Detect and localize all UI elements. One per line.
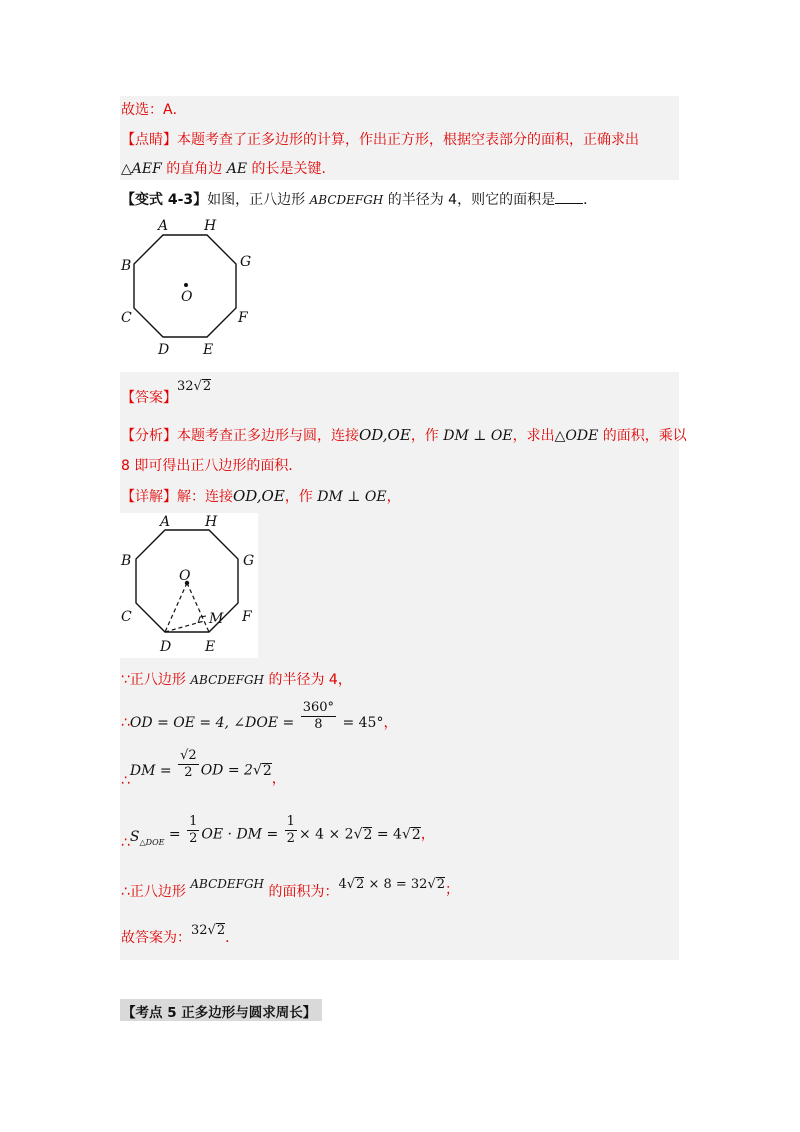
label-c-2: C xyxy=(121,609,132,625)
analysis-dm-oe: DM ⊥ OE xyxy=(443,428,513,444)
step-4-eq: = xyxy=(164,826,186,843)
detail-dm-oe: DM ⊥ OE xyxy=(317,489,387,505)
octagon-figure xyxy=(118,214,268,359)
label-m: M xyxy=(209,611,224,627)
triangle-symbol: △ xyxy=(121,161,132,177)
analysis-od-oe: OD,OE xyxy=(359,426,411,444)
step-1-text-a: ∵正八边形 xyxy=(121,672,191,688)
key-point-line2 xyxy=(121,159,336,179)
analysis-line xyxy=(121,425,687,446)
step-4-radicand: 2 xyxy=(363,826,373,843)
answer-tag: 【答案】 xyxy=(121,390,177,406)
step-4-comma: ， xyxy=(420,826,435,843)
label-b: B xyxy=(121,258,132,274)
analysis-text-d: 的面积，乘以 xyxy=(598,428,687,444)
label-g: G xyxy=(240,254,252,270)
step-2-fraction: $\frac{360^\circ}{8}$ xyxy=(302,700,335,732)
label-h: H xyxy=(204,218,217,234)
variant-tag: 【变式 4-3】 xyxy=(121,192,208,208)
analysis-text-c: ，求出 xyxy=(512,428,555,444)
answer-blank xyxy=(555,191,583,204)
key-point-line xyxy=(121,130,639,150)
analysis-line2: 8 即可得出正八边形的面积． xyxy=(121,458,303,474)
step-4: $\therefore S_{\triangle DOE}$ = $\frac{1}{2}$ OE · DM = $\frac{1}{2}$ × 4 × 2√2 = 4√2， xyxy=(121,814,435,851)
label-h-2: H xyxy=(205,514,218,530)
detail-line xyxy=(121,486,401,507)
step-5 xyxy=(121,876,459,906)
detail-tag: 【详解】 xyxy=(121,489,177,505)
triangle-aef: AEF xyxy=(131,161,162,177)
step-4-half-fraction: $\frac{1}{2}$ xyxy=(189,814,198,846)
section-title: 【考点 5 正多边形与圆求周长】 xyxy=(122,1005,317,1021)
label-o: O xyxy=(181,289,193,305)
center-point xyxy=(184,283,188,287)
label-o-2: O xyxy=(179,568,191,584)
variant-text-c: ． xyxy=(583,192,598,208)
step-1-text-b: 的半径为 4， xyxy=(264,672,352,688)
label-a: A xyxy=(158,218,169,234)
label-f: F xyxy=(238,310,248,326)
step-3-radicand: 2 xyxy=(262,762,272,779)
step-3-fraction: $\frac{√2}{2}$ xyxy=(180,748,197,780)
step-4-area-subscript: △DOE xyxy=(139,837,165,847)
step-1-name: ABCDEFGH xyxy=(190,673,265,687)
side-ae: AE xyxy=(226,161,248,177)
step-6 xyxy=(121,922,239,952)
step-5-text-a: ∴正八边形 xyxy=(121,884,191,900)
step-6-period: ． xyxy=(225,930,240,946)
therefore-2: ∴ xyxy=(121,772,130,789)
therefore-1: ∴ xyxy=(121,714,130,731)
label-d: D xyxy=(158,342,170,358)
octagon-detail-figure xyxy=(120,513,258,658)
step-6-value: 32√2 xyxy=(191,923,226,938)
analysis-text-a: 本题考查正多边形与圆，连接 xyxy=(177,428,359,444)
step-4-half-fraction-2: $\frac{1}{2}$ xyxy=(286,814,295,846)
label-d-2: D xyxy=(160,639,172,655)
label-f-2: F xyxy=(242,609,252,625)
step-5-name: ABCDEFGH xyxy=(190,877,265,891)
detail-text-b: ，作 xyxy=(284,489,318,505)
label-e: E xyxy=(203,342,214,358)
key-point-text: 本题考查了正多边形的计算，作出正方形，根据空表部分的面积，正确求出 xyxy=(177,132,639,148)
analysis-triangle: △ODE xyxy=(554,428,599,444)
segment-oe xyxy=(187,583,209,632)
octagon-name: ABCDEFGH xyxy=(309,193,384,207)
step-2 xyxy=(121,700,397,740)
answer-value: 32√2 xyxy=(177,379,212,394)
key-point-tag: 【点睛】 xyxy=(121,132,177,148)
step-5-expr: 4√2 × 8 = 32√2 xyxy=(338,877,446,892)
step-5-text-b: 的面积为： xyxy=(264,884,339,900)
label-c: C xyxy=(121,310,132,326)
step-3: ∴DM = $\frac{√2}{2}$ OD = 2√2， xyxy=(121,748,286,789)
segment-od xyxy=(165,583,187,632)
step-3-comma: ， xyxy=(271,770,286,787)
analysis-text-b: ，作 xyxy=(410,428,444,444)
key-point-text2: 的直角边 xyxy=(161,161,227,177)
label-a-2: A xyxy=(160,514,171,530)
variant-question xyxy=(121,190,597,210)
label-e-2: E xyxy=(205,639,216,655)
step-6-text-a: 故答案为： xyxy=(121,930,191,946)
answer-line xyxy=(121,379,212,413)
detail-text-a: 解：连接 xyxy=(177,489,233,505)
step-3-expr-b: OD = 2 xyxy=(200,762,253,779)
step-2-expr-b: = 45° xyxy=(338,714,384,731)
key-point-text3: 的长是关键． xyxy=(247,161,336,177)
detail-text-c: ， xyxy=(386,489,401,505)
step-5-semicolon: ； xyxy=(445,882,460,898)
step-4-expr-mid2: × 4 × 2 xyxy=(298,826,354,843)
analysis-tag: 【分析】 xyxy=(121,428,177,444)
step-4-expr-mid: OE · DM = xyxy=(201,826,283,843)
choice-line: 故选：A． xyxy=(121,102,187,118)
step-3-expr-a: DM = xyxy=(129,762,177,779)
step-2-expr-a: OD = OE = 4, ∠DOE = xyxy=(129,714,299,731)
label-g-2: G xyxy=(243,553,255,569)
step-4-radicand-2: 2 xyxy=(411,826,421,843)
step-1 xyxy=(121,670,352,690)
variant-text-b: 的半径为 4，则它的面积是 xyxy=(383,192,556,208)
section-heading xyxy=(120,999,322,1021)
step-2-comma: ， xyxy=(383,714,398,731)
step-4-area-symbol: S xyxy=(129,828,140,845)
variant-text-a: 如图，正八边形 xyxy=(207,192,310,208)
label-b-2: B xyxy=(121,553,132,569)
detail-od-oe: OD,OE xyxy=(233,487,285,505)
step-4-eq2: = 4 xyxy=(372,826,402,843)
therefore-3: ∴ xyxy=(121,834,130,851)
